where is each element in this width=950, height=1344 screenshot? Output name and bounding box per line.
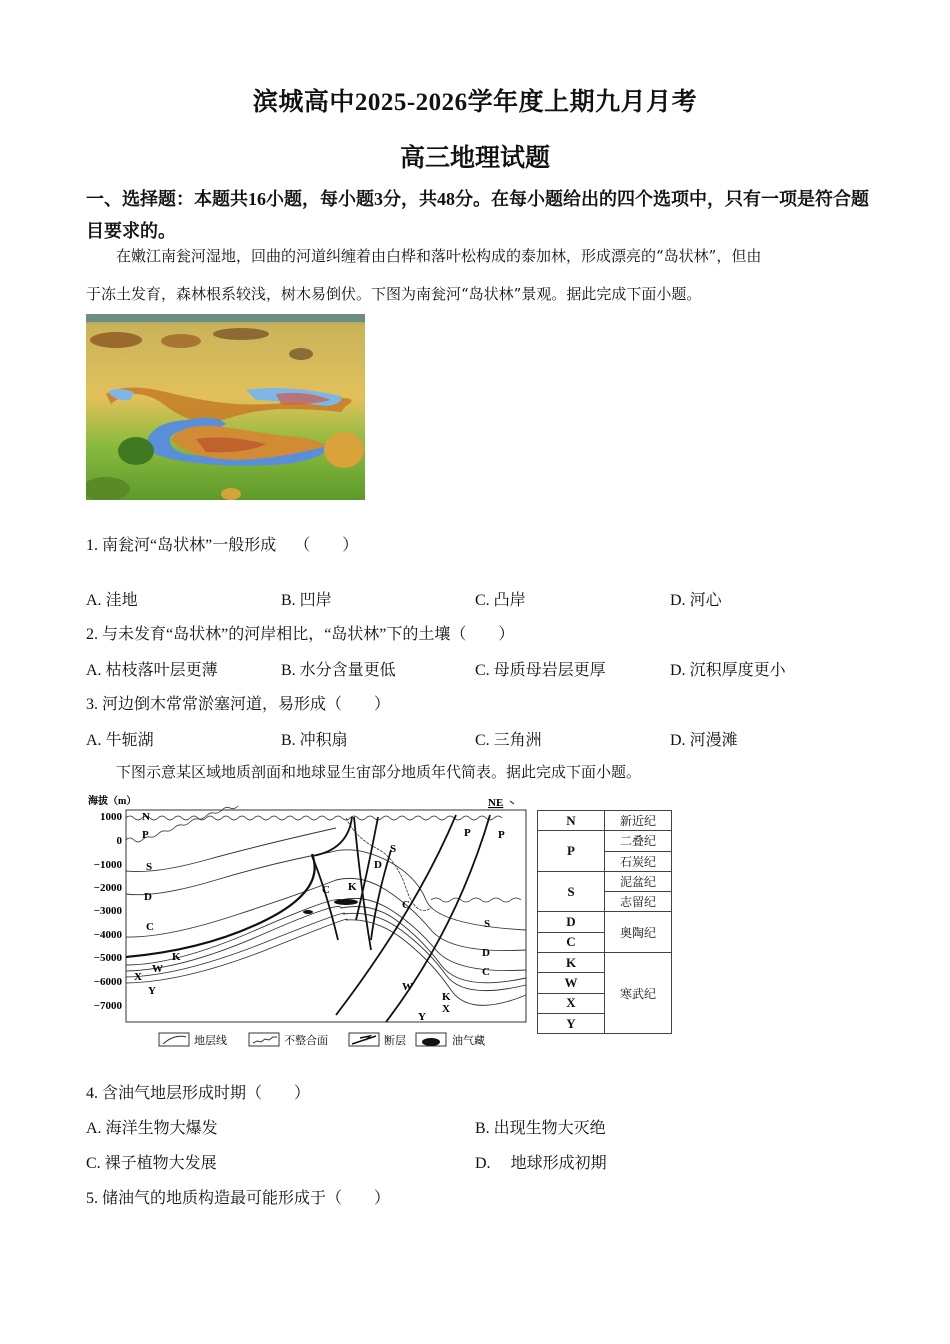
- option-c[interactable]: C. 三角洲: [475, 732, 542, 749]
- svg-text:断层: 断层: [384, 1035, 406, 1047]
- svg-text:D: D: [482, 947, 490, 959]
- svg-text:不整合面: 不整合面: [284, 1035, 328, 1047]
- question-2-stem: 与未发育“岛状林”的河岸相比，“岛状林”下的土壤: [102, 626, 451, 643]
- svg-text:−6000: −6000: [93, 976, 122, 988]
- svg-text:0: 0: [116, 835, 122, 847]
- option-a[interactable]: A. 枯枝落叶层更薄: [86, 662, 218, 679]
- option-b[interactable]: B. 水分含量更低: [281, 662, 396, 679]
- svg-text:D: D: [144, 891, 152, 903]
- option-d[interactable]: D. 河漫滩: [670, 732, 738, 749]
- question-2-number: 2.: [86, 626, 98, 643]
- option-d[interactable]: D. 河心: [670, 592, 722, 609]
- svg-text:−1000: −1000: [93, 859, 122, 871]
- passage-1-line-1: 在嫩江南瓮河湿地，回曲的河道纠缠着由白桦和落叶松构成的泰加林，形成漂亮的“岛状林”，但由: [116, 247, 762, 265]
- question-3: [86, 691, 390, 714]
- y-axis-title: 海拔（m）: [88, 796, 137, 807]
- svg-text:P: P: [142, 829, 149, 841]
- geologic-cross-section: [86, 790, 536, 1055]
- question-5-stem: 储油气的地质构造最可能形成于: [102, 1190, 327, 1207]
- passage-2-text: 下图示意某区域地质剖面和地球显生宙部分地质年代简表。据此完成下面小题。: [116, 763, 642, 781]
- option-c[interactable]: C. 凸岸: [475, 592, 526, 609]
- svg-text:−7000: −7000: [93, 1000, 122, 1012]
- svg-text:地层线: 地层线: [194, 1035, 227, 1047]
- answer-blank: （ ）: [326, 1190, 391, 1207]
- question-4-stem: 含油气地层形成时期: [102, 1085, 247, 1102]
- svg-text:C: C: [402, 899, 410, 911]
- option-a[interactable]: A. 海洋生物大爆发: [86, 1120, 218, 1137]
- passage-1: [86, 237, 876, 313]
- svg-text:Y: Y: [418, 1011, 426, 1023]
- svg-text:K: K: [348, 881, 357, 893]
- question-5-number: 5.: [86, 1190, 98, 1207]
- island-forest-photo: [86, 314, 365, 500]
- cross-section-diagram: [86, 790, 536, 1055]
- question-5: [86, 1185, 390, 1208]
- question-1-number: 1.: [86, 537, 98, 554]
- svg-text:Y: Y: [148, 985, 156, 997]
- answer-blank: （ ）: [326, 696, 391, 713]
- passage-2: [86, 753, 876, 791]
- svg-text:K: K: [172, 951, 181, 963]
- svg-text:W: W: [402, 981, 413, 993]
- exam-subtitle: 高三地理试题: [399, 145, 550, 172]
- svg-text:S: S: [484, 918, 491, 930]
- option-c[interactable]: C. 母质母岩层更厚: [475, 662, 606, 679]
- svg-text:X: X: [134, 971, 142, 983]
- question-1: [86, 532, 358, 555]
- svg-text:−5000: −5000: [93, 952, 122, 964]
- svg-text:−4000: −4000: [93, 929, 122, 941]
- option-b[interactable]: B. 冲积扇: [281, 732, 348, 749]
- question-1-stem: 南瓮河“岛状林”一般形成: [102, 537, 277, 554]
- section-heading: 一、选择题：本题共16小题，每小题3分，共48分。在每小题给出的四个选项中，只有一项是符合题目要求的。: [86, 189, 869, 241]
- svg-text:K: K: [442, 991, 451, 1003]
- question-4: [86, 1080, 310, 1103]
- svg-text:C: C: [146, 921, 154, 933]
- option-c[interactable]: C. 裸子植物大发展: [86, 1155, 217, 1172]
- svg-text:油气藏: 油气藏: [452, 1035, 485, 1047]
- svg-text:N: N: [142, 811, 150, 823]
- option-b[interactable]: B. 凹岸: [281, 592, 332, 609]
- option-a[interactable]: A. 牛轭湖: [86, 732, 154, 749]
- option-a[interactable]: A. 洼地: [86, 592, 138, 609]
- svg-text:D: D: [374, 859, 382, 871]
- question-4-number: 4.: [86, 1085, 98, 1102]
- svg-text:S: S: [390, 843, 397, 855]
- question-3-number: 3.: [86, 696, 98, 713]
- svg-text:−3000: −3000: [93, 905, 122, 917]
- option-d[interactable]: D. 地球形成初期: [475, 1155, 607, 1172]
- answer-blank: （ ）: [450, 626, 515, 643]
- answer-blank: （ ）: [294, 537, 359, 554]
- question-2: [86, 621, 514, 644]
- option-d[interactable]: D. 沉积厚度更小: [670, 662, 786, 679]
- passage-1-line-2: 于冻土发育，森林根系较浅，树木易倒伏。下图为南瓮河“岛状林”景观。据此完成下面小题。: [86, 285, 702, 303]
- svg-text:P: P: [498, 829, 505, 841]
- svg-text:P: P: [464, 827, 471, 839]
- svg-text:C: C: [482, 966, 490, 978]
- svg-text:1000: 1000: [100, 811, 122, 823]
- svg-text:W: W: [152, 963, 163, 975]
- svg-text:C: C: [322, 884, 330, 896]
- svg-text:−2000: −2000: [93, 882, 122, 894]
- direction-label: NE: [488, 797, 504, 809]
- svg-text:S: S: [146, 861, 153, 873]
- landscape-image-icon: [86, 314, 365, 500]
- geologic-era-table: N 新近纪 P 二叠纪 石炭纪 S 泥盆纪 志留纪 D 奥陶纪 C K 寒武纪 W X Y: [537, 810, 672, 1034]
- exam-title: 滨城高中2025-2026学年度上期九月月考: [252, 89, 698, 116]
- svg-text:X: X: [442, 1003, 450, 1015]
- answer-blank: （ ）: [246, 1085, 311, 1102]
- question-3-stem: 河边倒木常常淤塞河道，易形成: [102, 696, 327, 713]
- option-b[interactable]: B. 出现生物大灭绝: [475, 1120, 606, 1137]
